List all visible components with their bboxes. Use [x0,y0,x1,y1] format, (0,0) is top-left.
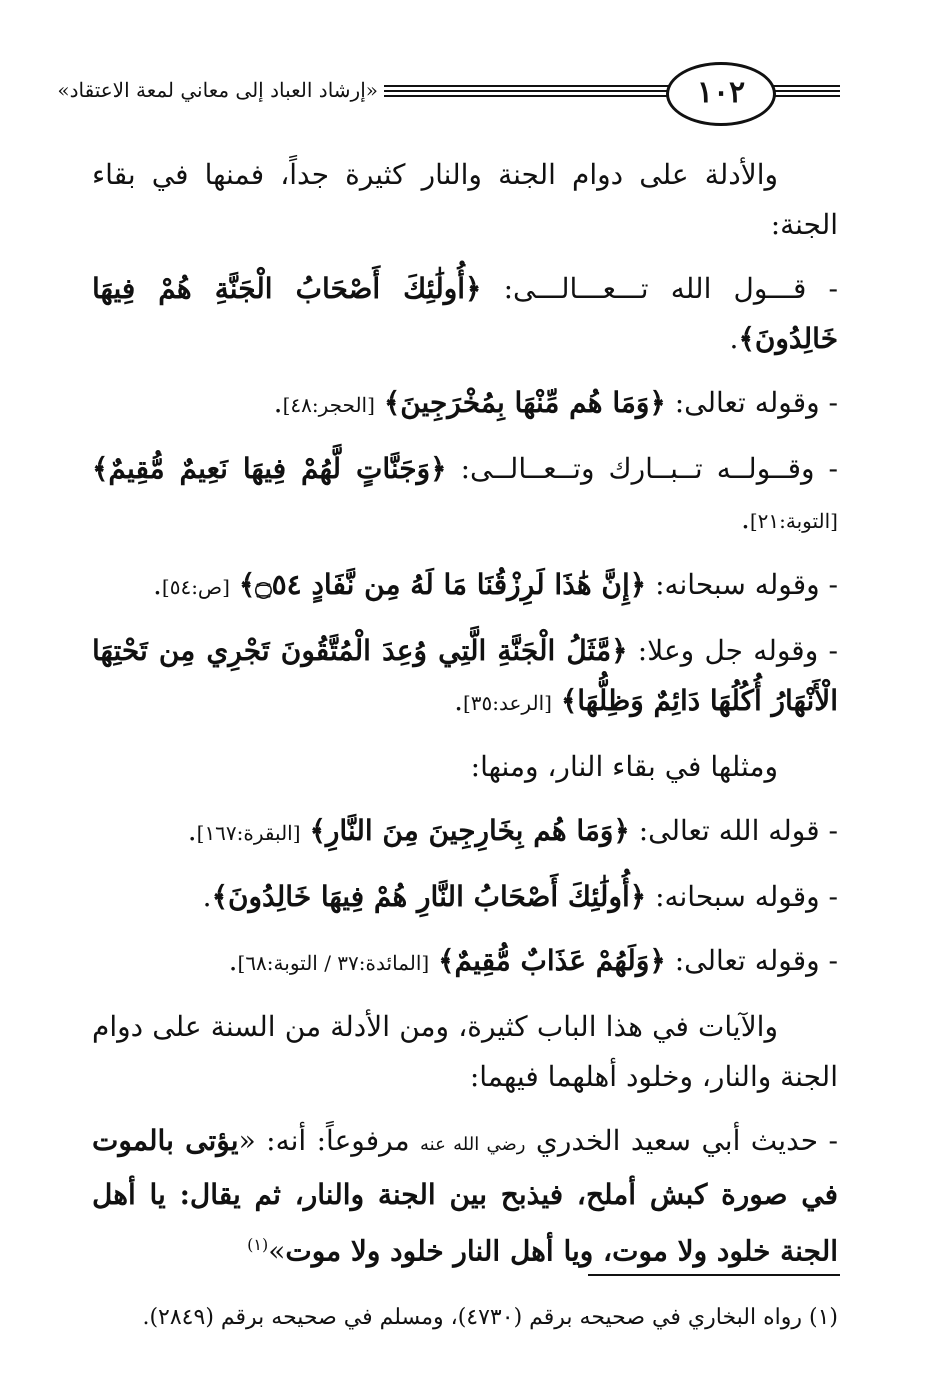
quran-verse: ﴿وَجَنَّاتٍ لَّهُمْ فِيهَا نَعِيمٌ مُّقِيمٌ﴾ [92,452,447,485]
evidence-item-5 [92,626,838,728]
item-intro: - وقوله تعالى: [674,386,838,419]
hadith-intro: - حديث أبي سعيد الخدري [535,1124,839,1157]
quran-verse: ﴿إِنَّ هَٰذَا لَرِزْقُنَا مَا لَهُ مِن نَّفَادٍ ۝٥٤﴾ [238,568,647,601]
page-number: ١٠٢ [666,62,776,126]
item-end: . [740,502,750,535]
evidence-item-4 [92,560,838,612]
hadith-close: » [268,1234,286,1268]
quran-verse: ﴿وَلَهُمْ عَذَابٌ مُّقِيمٌ﴾ [438,944,666,977]
paragraph-intro-fire: ومثلها في بقاء النار، ومنها: [470,750,778,783]
footnote-marker: (١) [247,1235,269,1254]
verse-reference: [المائدة:٣٧ / التوبة:٦٨] [237,951,430,975]
quran-verse: ﴿أُولَٰئِكَ أَصْحَابُ النَّارِ هُمْ فِيهَا خَالِدُونَ﴾ [211,880,647,913]
page-body [92,150,838,1290]
hadith-text: يؤتى بالموت في صورة كبش أملح، فيذبح بين الجنة والنار، ثم يقال: يا أهل الجنة خلود ولا موت، ويا أهل النار خلود ولا موت [92,1124,838,1268]
verse-reference: [ص:٥٤] [161,575,230,599]
item-end: . [202,880,212,913]
verse-reference: [الرعد:٣٥] [462,691,552,715]
verse-reference: [الحجر:٤٨] [282,393,375,417]
footnote: (١) رواه البخاري في صحيحه برقم (٤٧٣٠)، ومسلم في صحيحه برقم (٢٨٤٩). [142,1305,838,1330]
item-end: . [152,568,162,601]
item-end: . [228,944,238,977]
item-end: . [729,322,739,355]
item-end: . [454,684,463,717]
hadith-mid: مرفوعاً: أنه: « [238,1124,410,1157]
quran-verse: ﴿أُولَٰئِكَ أَصْحَابُ الْجَنَّةِ هُمْ فِيهَا خَالِدُونَ﴾ [92,272,838,355]
item-intro: - قوله الله تعالى: [638,814,838,847]
verse-reference: [التوبة:٢١] [749,509,838,533]
item-intro: - وقوله سبحانه: [655,568,838,601]
evidence-item-2 [92,378,838,430]
hadith-item [92,1116,838,1276]
footnote-separator [588,1274,840,1276]
header-rule-right [768,85,840,97]
running-title: «إرشاد العباد إلى معاني لمعة الاعتقاد» [57,78,378,102]
item-end: . [187,814,197,847]
evidence-item-3 [92,444,838,546]
honorific-glyph: رضي الله عنه [420,1134,526,1155]
header-rule-left [384,85,669,97]
evidence-item-1 [92,264,838,364]
item-intro: - قـــول الله تـــعـــالـــى: [503,272,838,305]
paragraph-intro-paradise: والأدلة على دوام الجنة والنار كثيرة جداً، فمنها في بقاء الجنة: [92,158,838,241]
evidence-item-7 [92,872,838,922]
verse-reference: [البقرة:١٦٧] [196,821,301,845]
evidence-item-6 [92,806,838,858]
item-intro: - وقوله تعالى: [674,944,838,977]
item-intro: - وقوله سبحانه: [655,880,838,913]
paragraph-sunnah-evidence: والآيات في هذا الباب كثيرة، ومن الأدلة من السنة على دوام الجنة والنار، وخلود أهلهما فيهما: [92,1010,838,1093]
quran-verse: ﴿وَمَا هُم مِّنْهَا بِمُخْرَجِينَ﴾ [383,386,666,419]
quran-verse: ﴿وَمَا هُم بِخَارِجِينَ مِنَ النَّارِ﴾ [309,814,630,847]
item-intro: - وقوله جل وعلا: [637,634,838,667]
page-header [57,52,840,122]
evidence-item-8 [92,936,838,988]
item-intro: - وقــولــه تــبــارك وتــعــالــى: [460,452,839,485]
quran-verse: ﴿مَّثَلُ الْجَنَّةِ الَّتِي وُعِدَ الْمُتَّقُونَ تَجْرِي مِن تَحْتِهَا الْأَنْهَارُ أُكُلُهَا دَائِمٌ وَظِلُّهَا﴾ [92,634,838,717]
item-end: . [273,386,283,419]
